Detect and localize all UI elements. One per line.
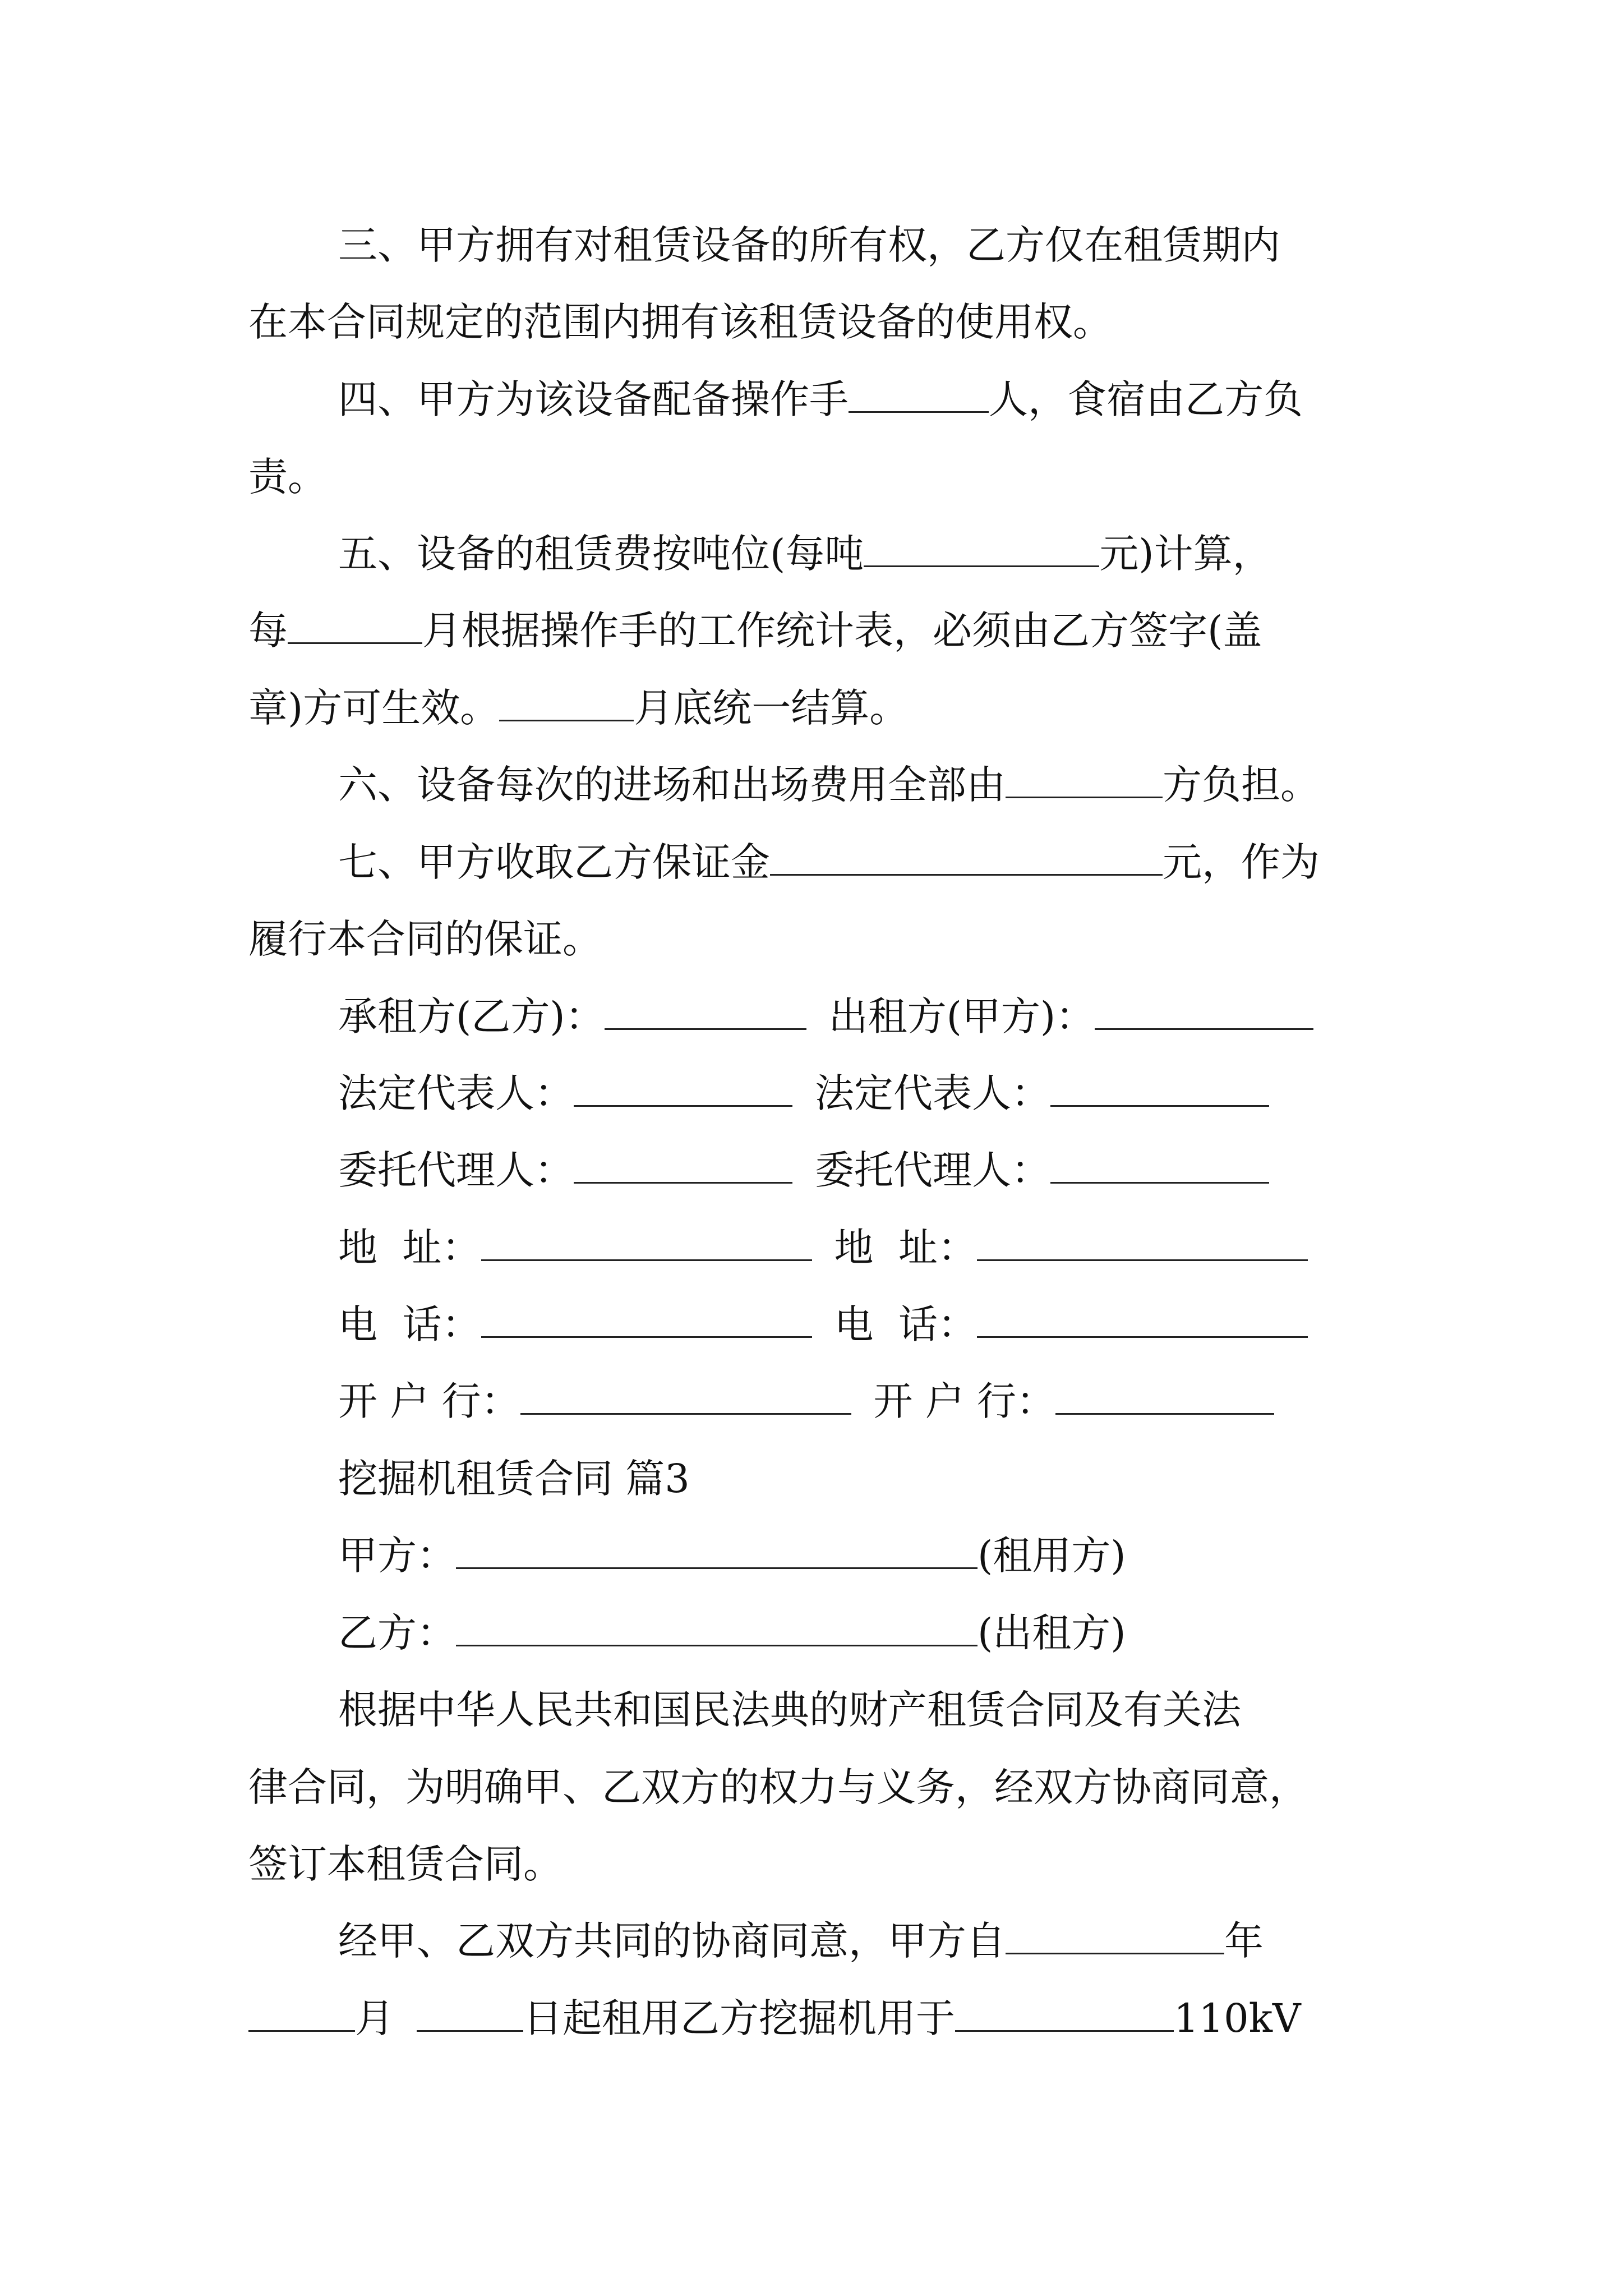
operator-count-blank[interactable] [849, 372, 989, 413]
clause-5-text-c: 每 [248, 608, 288, 654]
legal-rep-right-label: 法定代表人： [815, 1070, 1050, 1116]
phone-left-blank[interactable] [481, 1297, 812, 1338]
clause-4-text-b: 人，食宿由乙方负 [989, 376, 1303, 422]
agreement-text-d: 日起租用乙方挖掘机用于 [523, 1995, 955, 2041]
clause-5-text-f: 月底统一结算。 [634, 685, 909, 731]
legal-rep-left-blank[interactable] [574, 1066, 792, 1107]
clause-5-text-d: 月根据操作手的工作统计表，必须由乙方签字(盖 [422, 608, 1262, 654]
agent-left-label: 委托代理人： [338, 1147, 574, 1193]
address-left-blank[interactable] [481, 1220, 812, 1261]
start-year-blank[interactable] [1006, 1913, 1224, 1954]
party-a-blank[interactable] [456, 1528, 978, 1569]
clause-4-text-a: 四、甲方为该设备配备操作手 [338, 376, 849, 422]
clause-7-line-1 [338, 834, 1320, 890]
party-a-role: (租用方) [978, 1533, 1126, 1579]
address-right-label: 地 址： [834, 1225, 978, 1271]
clause-7-text-a: 七、甲方收取乙方保证金 [338, 839, 770, 885]
agreement-text-a: 经甲、乙双方共同的协商同意，甲方自 [338, 1918, 1006, 1964]
agreement-text-b: 年 [1224, 1918, 1264, 1964]
bank-right-label: 开 户 行： [873, 1378, 1056, 1424]
clause-3-text-2: 在本合同规定的范围内拥有该租赁设备的使用权。 [248, 299, 1112, 345]
settlement-month-blank[interactable] [499, 680, 634, 721]
intro-line-3 [248, 1836, 562, 1892]
intro-text-1: 根据中华人民共和国民法典的财产租赁合同及有关法 [338, 1687, 1241, 1733]
signature-row-agent [338, 1142, 1269, 1198]
party-a-row [338, 1527, 1126, 1584]
clause-6-text-b: 方负担。 [1163, 762, 1320, 808]
phone-left-label: 电 话： [338, 1301, 481, 1347]
intro-text-3: 签订本租赁合同。 [248, 1841, 562, 1887]
clause-5-line-2 [248, 602, 1262, 659]
party-b-role: (出租方) [978, 1610, 1126, 1656]
lessor-blank[interactable] [1095, 989, 1313, 1030]
clause-6-line-1 [338, 757, 1320, 813]
clause-4-text-2: 责。 [248, 454, 327, 500]
lessee-label: 承租方(乙方)： [338, 993, 605, 1039]
clause-6-text-a: 六、设备每次的进场和出场费用全部由 [338, 762, 1006, 808]
project-blank[interactable] [955, 1991, 1174, 2032]
signature-row-phone [338, 1296, 1308, 1352]
clause-4-line-1 [338, 371, 1303, 427]
agreement-line-1 [338, 1913, 1264, 1969]
signature-row-address [338, 1220, 1308, 1276]
clause-3-line-1 [338, 217, 1280, 273]
intro-text-2: 律合同，为明确甲、乙双方的权力与义务，经双方协商同意， [248, 1764, 1308, 1810]
party-b-blank[interactable] [456, 1605, 978, 1646]
clause-3-text-1: 三、甲方拥有对租赁设备的所有权，乙方仅在租赁期内 [338, 222, 1280, 268]
clause-5-line-1 [338, 526, 1272, 582]
legal-rep-left-label: 法定代表人： [338, 1070, 574, 1116]
party-a-label: 甲方： [338, 1533, 456, 1579]
clause-5-text-a: 五、设备的租赁费按吨位(每吨 [338, 531, 864, 577]
agreement-text-e: 110kV [1174, 1995, 1301, 2041]
legal-rep-right-blank[interactable] [1050, 1066, 1269, 1107]
clause-5-line-3 [248, 680, 909, 736]
section-3-heading [338, 1451, 690, 1507]
bank-left-blank[interactable] [520, 1374, 851, 1415]
intro-line-2 [248, 1759, 1308, 1815]
lessee-blank[interactable] [605, 989, 806, 1030]
address-left-label: 地 址： [338, 1225, 481, 1271]
intro-line-1 [338, 1682, 1241, 1738]
start-day-blank[interactable] [417, 1991, 523, 2032]
agent-right-label: 委托代理人： [815, 1147, 1050, 1193]
section-3-title: 挖掘机租赁合同 篇3 [338, 1456, 690, 1502]
clause-5-text-e: 章)方可生效。 [248, 685, 500, 731]
signature-row-legal-rep [338, 1065, 1269, 1121]
clause-7-line-2 [248, 911, 602, 967]
clause-7-text-b: 元，作为 [1163, 839, 1320, 885]
signature-row-bank [338, 1373, 1274, 1429]
price-per-ton-blank[interactable] [864, 526, 1099, 567]
phone-right-label: 电 话： [834, 1301, 978, 1347]
signature-row-parties [338, 988, 1313, 1045]
phone-right-blank[interactable] [977, 1297, 1308, 1338]
transport-fee-party-blank[interactable] [1006, 757, 1163, 798]
agreement-line-2 [248, 1990, 1301, 2046]
party-b-label: 乙方： [338, 1610, 456, 1656]
agent-left-blank[interactable] [574, 1143, 792, 1184]
agent-right-blank[interactable] [1050, 1143, 1269, 1184]
start-month-blank[interactable] [248, 1991, 355, 2032]
bank-right-blank[interactable] [1055, 1374, 1274, 1415]
clause-4-line-2 [248, 449, 327, 505]
address-right-blank[interactable] [977, 1220, 1308, 1261]
deposit-amount-blank[interactable] [770, 835, 1163, 876]
party-b-row [338, 1605, 1126, 1661]
statement-period-blank[interactable] [288, 603, 422, 644]
agreement-text-c: 月 [355, 1995, 394, 2041]
clause-7-text-2: 履行本合同的保证。 [248, 916, 602, 962]
clause-5-text-b: 元)计算， [1099, 531, 1272, 577]
clause-3-line-2 [248, 294, 1112, 350]
lessor-label: 出租方(甲方)： [828, 993, 1095, 1039]
bank-left-label: 开 户 行： [338, 1378, 520, 1424]
